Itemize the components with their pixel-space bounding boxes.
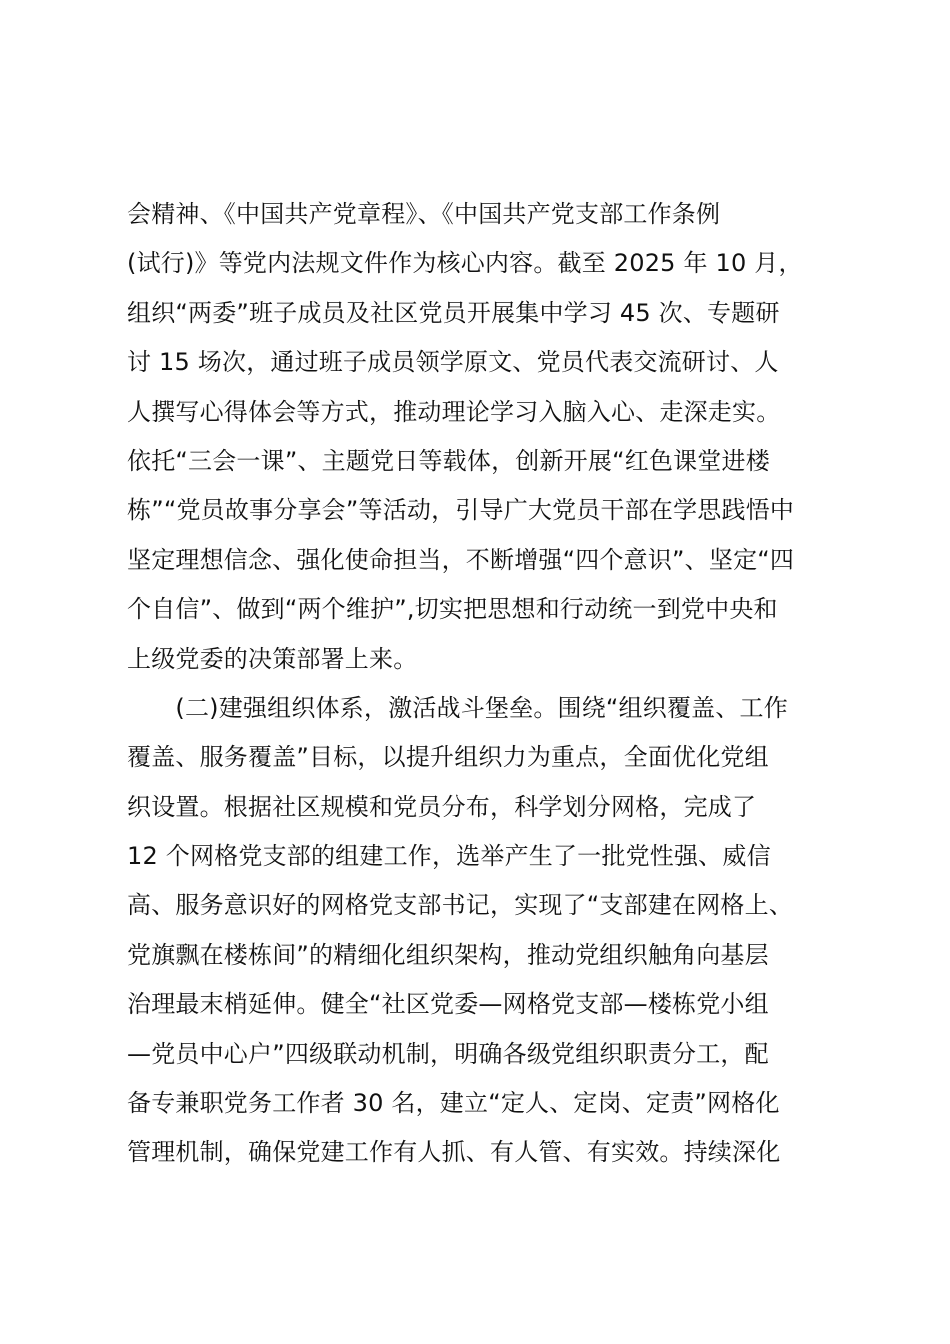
text-line: 备专兼职党务工作者 30 名，建立“定人、定岗、定责”网格化 <box>127 1089 780 1118</box>
text-line: 织设置。根据社区规模和党员分布，科学划分网格，完成了 <box>127 792 757 821</box>
text-line: 会精神、《中国共产党章程》、《中国共产党支部工作条例 <box>127 200 721 228</box>
text-line: 组织“两委”班子成员及社区党员开展集中学习 45 次、专题研 <box>127 298 780 327</box>
body-text <box>127 190 827 1178</box>
text-line: 讨 15 场次，通过班子成员领学原文、党员代表交流研讨、人 <box>127 348 779 377</box>
text-line: 上级党委的决策部署上来。 <box>127 644 418 673</box>
text-line: 人撰写心得体会等方式，推动理论学习入脑入心、走深走实。 <box>127 397 781 426</box>
text-line: 治理最末梢延伸。健全“社区党委—网格党支部—楼栋党小组 <box>127 990 769 1019</box>
text-line: 坚定理想信念、强化使命担当，不断增强“四个意识”、坚定“四 <box>127 545 795 574</box>
text-line: 高、服务意识好的网格党支部书记，实现了“支部建在网格上、 <box>127 891 794 920</box>
text-line: —党员中心户”四级联动机制，明确各级党组织职责分工，配 <box>127 1039 769 1068</box>
text-line: 覆盖、服务覆盖”目标，以提升组织力为重点，全面优化党组 <box>127 743 769 772</box>
text-line: 党旗飘在楼栋间”的精细化组织架构，推动党组织触角向基层 <box>127 940 769 969</box>
text-line: 管理机制，确保党建工作有人抓、有人管、有实效。持续深化 <box>127 1138 781 1167</box>
text-line: 依托“三会一课”、主题党日等载体，创新开展“红色课堂进楼 <box>127 446 770 475</box>
paragraph-heading-line: (二)建强组织体系，激活战斗堡垒。围绕“组织覆盖、工作 <box>127 693 788 722</box>
text-line: 个自信”、做到“两个维护”,切实把思想和行动统一到党中央和 <box>127 595 778 624</box>
text-line: 12 个网格党支部的组建工作，选举产生了一批党性强、威信 <box>127 842 771 871</box>
text-line: (试行)》等党内法规文件作为核心内容。截至 2025 年 10 月， <box>127 249 803 278</box>
text-line: 栋”“党员故事分享会”等活动，引导广大党员干部在学思践悟中 <box>127 496 795 525</box>
